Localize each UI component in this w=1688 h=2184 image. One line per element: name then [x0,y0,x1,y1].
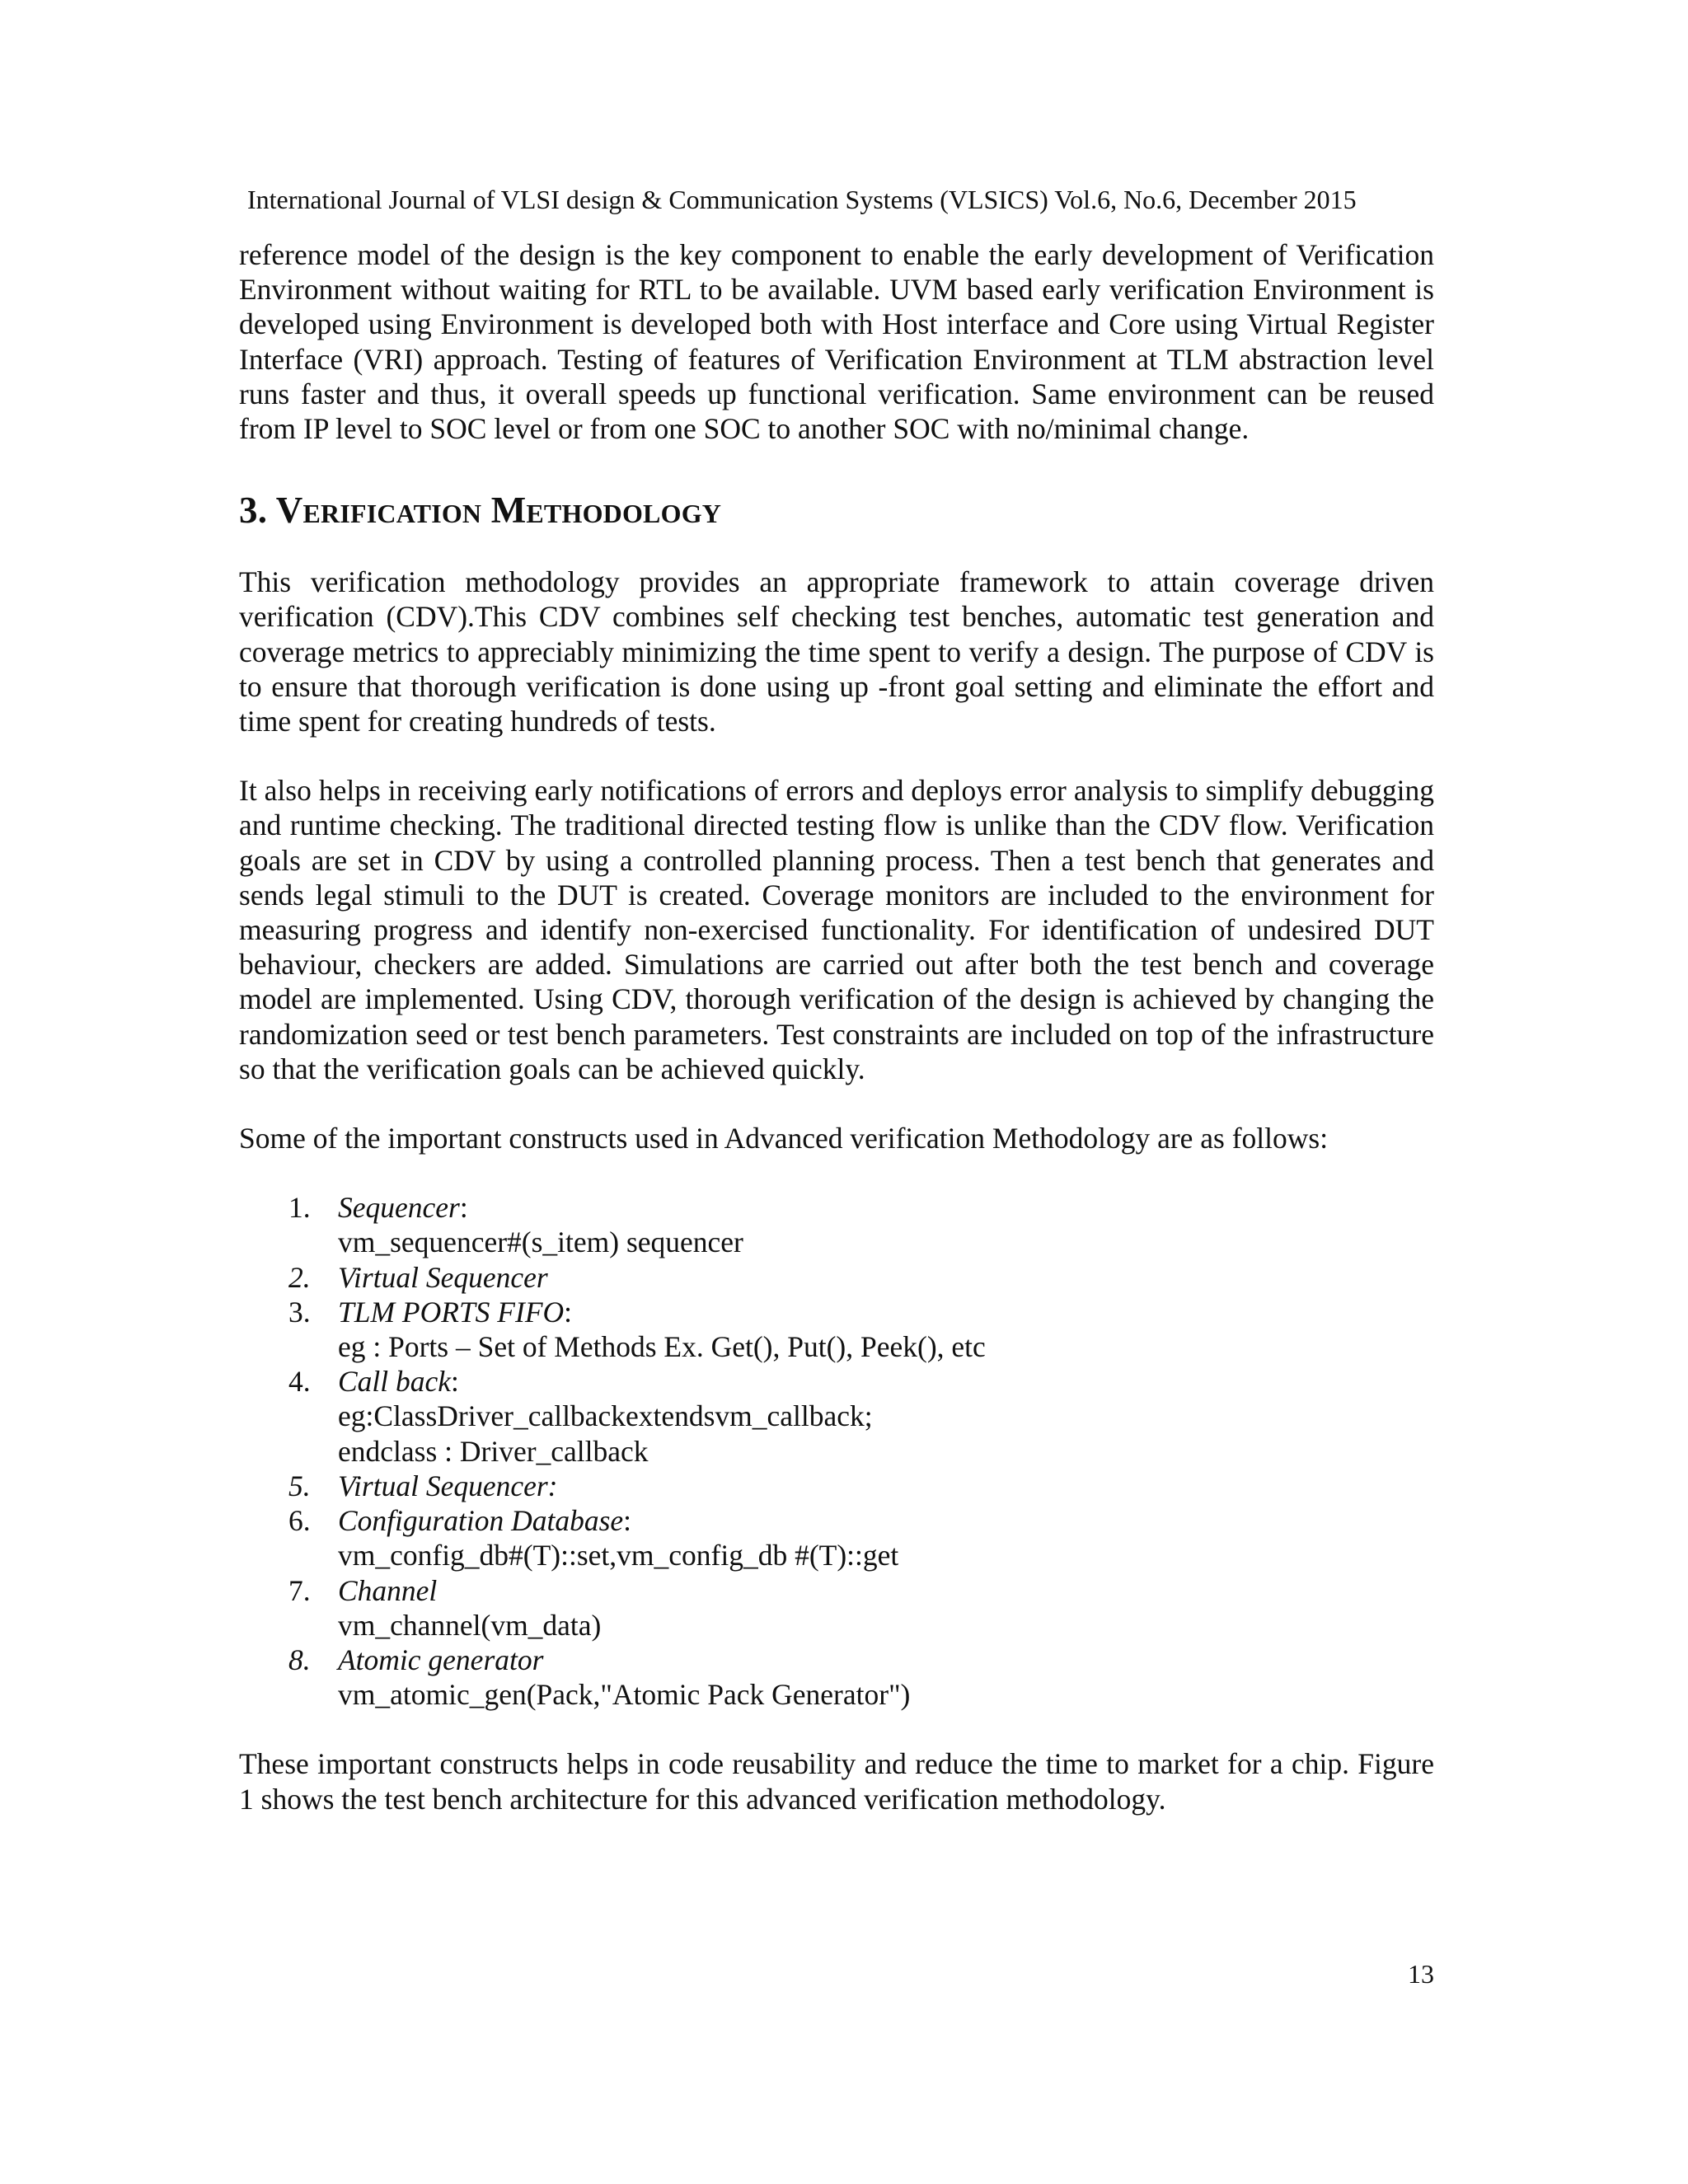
section-number: 3. [239,490,276,532]
body-paragraph-2: It also helps in receiving early notifications of errors and deploys error analysis to simplify debugging and runtime checking. The traditional directed testing flow is unlike than the CDV flow. Verification goals are set in CDV by using a controlled planning process. Then a test bench that generates and sends legal stimuli to the DUT is created. Coverage monitors are included to the environment for measuring progress and identify non-exercised functionality. For identification of undesired DUT behaviour, checkers are added. Simulations are carried out after both the test bench and coverage model are implemented. Using CDV, thorough verification of the design is achieved by changing the randomization seed or test bench parameters. Test constraints are included on top of the infrastructure so that the verification goals can be achieved quickly. [239,774,1434,1085]
section-title-word-2-initial: M [490,490,527,532]
construct-name: Virtual Sequencer: [338,1469,558,1502]
construct-number: 1. [288,1191,311,1225]
section-heading [239,487,1434,533]
construct-detail: vm_atomic_gen(Pack,"Atomic Pack Generator") [338,1678,911,1712]
construct-number: 3. [288,1295,311,1329]
construct-item [239,1190,1434,1259]
body-paragraph-4: These important constructs helps in code reusability and reduce the time to market for a chip. Figure 1 shows the test bench architecture for this advanced verification methodology. [239,1747,1434,1816]
construct-number: 2. [288,1260,311,1294]
construct-item [239,1469,1434,1503]
construct-name: TLM PORTS FIFO [338,1295,565,1329]
construct-detail: eg : Ports – Set of Methods Ex. Get(), Put(), Peek(), etc [338,1330,986,1364]
construct-detail: vm_channel(vm_data) [338,1608,602,1642]
construct-name: Call back [338,1365,452,1399]
construct-suffix: : [459,1191,468,1225]
construct-detail: endclass : Driver_callback [338,1434,649,1468]
running-header: International Journal of VLSI design & Communication Systems (VLSICS) Vol.6, No.6, December 2015 [247,185,1357,214]
page-number: 13 [1408,1959,1434,1989]
construct-item [239,1643,1434,1712]
section-title-word-1-rest: erification [302,490,482,532]
construct-name: Atomic generator [338,1643,544,1676]
construct-number: 5. [288,1469,311,1502]
construct-name: Virtual Sequencer [338,1260,548,1294]
construct-item [239,1260,1434,1295]
construct-suffix: : [564,1295,573,1329]
construct-item [239,1573,1434,1643]
construct-name: Configuration Database [338,1504,624,1538]
construct-detail: eg:ClassDriver_callbackextendsvm_callback; [338,1399,873,1433]
construct-name: Channel [338,1573,438,1607]
construct-name: Sequencer [338,1191,460,1225]
construct-number: 8. [288,1643,311,1676]
construct-suffix: : [451,1365,459,1399]
constructs-list [239,1190,1434,1712]
intro-paragraph: reference model of the design is the key component to enable the early development of Verification Environment without waiting for RTL to be available. UVM based early verification Environment is developed using Environment is developed both with Host interface and Core using Virtual Register Interface (VRI) approach. Testing of features of Verification Environment at TLM abstraction level runs faster and thus, it overall speeds up functional verification. Same environment can be reused from IP level to SOC level or from one SOC to another SOC with no/minimal change. [239,238,1434,446]
section-title-word-2-rest: ethodology [526,490,722,532]
construct-detail: vm_sequencer#(s_item) sequencer [338,1226,743,1259]
body-paragraph-3: Some of the important constructs used in Advanced verification Methodology are as follows: [239,1122,1329,1155]
construct-item [239,1364,1434,1469]
construct-item [239,1295,1434,1364]
construct-suffix: : [623,1504,632,1538]
section-title-word-1-initial: V [275,490,303,532]
construct-item [239,1503,1434,1572]
construct-number: 7. [288,1573,311,1607]
body-paragraph-1: This verification methodology provides an appropriate framework to attain coverage driven verification (CDV).This CDV combines self checking test benches, automatic test generation and coverage metrics to appreciably minimizing the time spent to verify a design. The purpose of CDV is to ensure that thorough verification is done using up -front goal setting and eliminate the effort and time spent for creating hundreds of tests. [239,565,1434,738]
construct-number: 6. [288,1504,311,1538]
page-content [239,237,1434,1816]
construct-number: 4. [288,1365,311,1399]
construct-detail: vm_config_db#(T)::set,vm_config_db #(T)::get [338,1539,899,1572]
